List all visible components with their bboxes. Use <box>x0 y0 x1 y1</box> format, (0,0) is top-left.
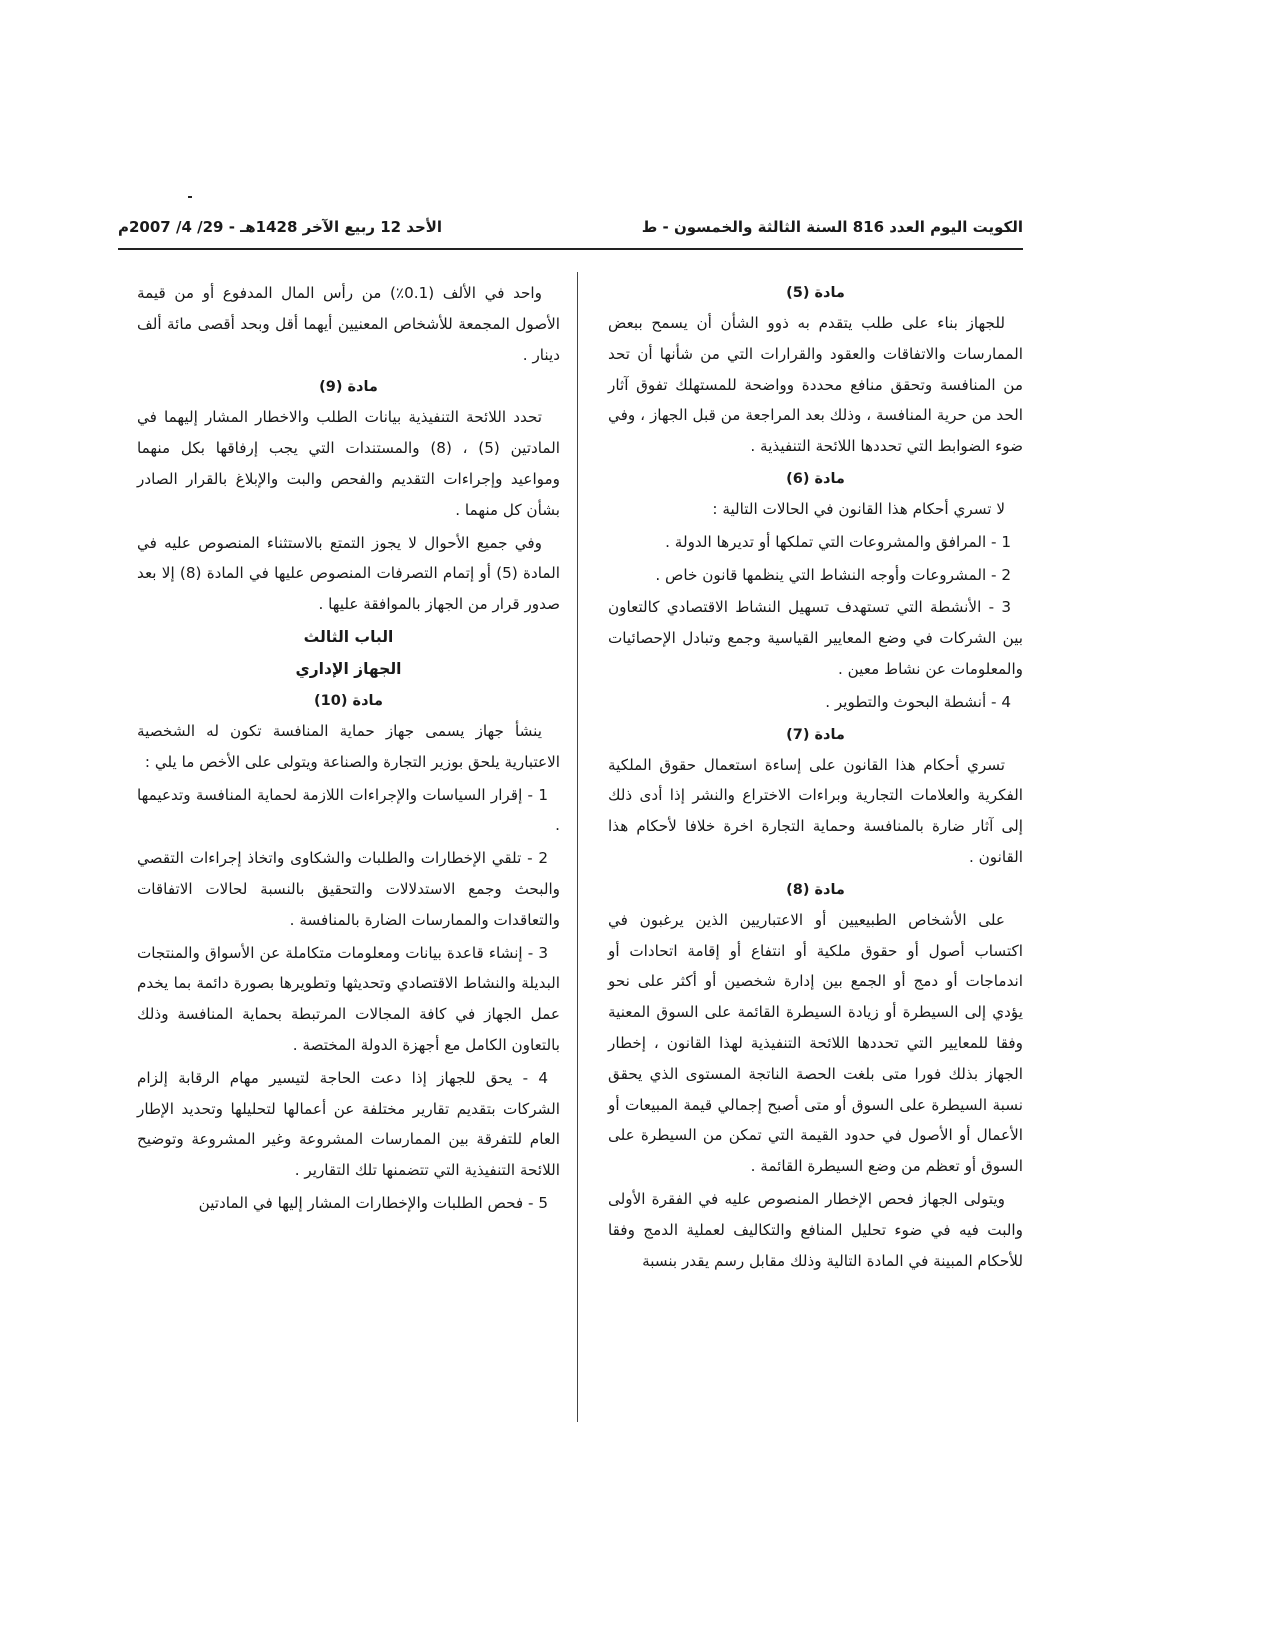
article-6-item-3: 3 - الأنشطة التي تستهدف تسهيل النشاط الاقتصادي كالتعاون بين الشركات في وضع المعايير القياسية وجمع وتبادل الإحصائيات والمعلومات عن نشاط معين . <box>608 598 1023 678</box>
article-9-paragraph-1: تحدد اللائحة التنفيذية بيانات الطلب والاخطار المشار إليهما في المادتين (5) ، (8) والمستندات التي يجب إرفاقها بكل منهما ومواعيد وإجراءات التقديم والفحص والبت والإبلاغ بالقرار الصادر بشأن كل منهما . <box>137 408 560 519</box>
article-9-heading: مادة (9) <box>319 379 378 396</box>
right-column <box>608 278 1023 1278</box>
article-6-intro: لا تسري أحكام هذا القانون في الحالات التالية : <box>712 499 1005 518</box>
chapter-subtitle: الجهاز الإداري <box>295 659 402 678</box>
article-6-item-2: 2 - المشروعات وأوجه النشاط التي ينظمها قانون خاص . <box>655 565 1011 584</box>
article-6-item-4: 4 - أنشطة البحوث والتطوير . <box>825 692 1011 711</box>
article-10-item-1: 1 - إقرار السياسات والإجراءات اللازمة لحماية المنافسة وتدعيمها . <box>137 785 560 835</box>
article-5-paragraph: للجهاز بناء على طلب يتقدم به ذوو الشأن أن يسمح ببعض الممارسات والاتفاقات والعقود والقرارات التي من شأنها أن تحد من المنافسة وتحقق منافع محددة وواضحة للمستهلك تفوق آثار الحد من حرية المنافسة ، وذلك بعد المراجعة من قبل الجهاز ، وفي ضوء الضوابط التي تحددها اللائحة التنفيذية . <box>608 314 1023 456</box>
header-issue-info: الكويت اليوم العدد 816 السنة الثالثة والخمسون - ط <box>641 218 1023 236</box>
article-10-item-2: 2 - تلقي الإخطارات والطلبات والشكاوى واتخاذ إجراءات التقصي والبحث وجمع الاستدلالات والتحقيق بالنسبة لحالات الاتفاقات والتعاقدات والممارسات الضارة بالمنافسة . <box>137 849 560 929</box>
continued-paragraph: واحد في الألف (0.1٪) من رأس المال المدفوع أو من قيمة الأصول المجمعة للأشخاص المعنيين أيهما أقل وبحد أقصى مائة ألف دينار . <box>137 284 560 364</box>
article-6-heading: مادة (6) <box>786 470 845 487</box>
article-8-heading: مادة (8) <box>786 881 845 898</box>
column-divider <box>577 272 578 1422</box>
page-header <box>118 218 1023 240</box>
article-7-paragraph: تسري أحكام هذا القانون على إساءة استعمال حقوق الملكية الفكرية والعلامات التجارية وبراءات الاختراع والنشر إذا أدى ذلك إلى آثار ضارة بالمنافسة وحماية التجارة اخرة خلافا لأحكام هذا القانون . <box>608 755 1023 866</box>
header-divider <box>118 248 1023 250</box>
article-10-intro: ينشأ جهاز يسمى جهاز حماية المنافسة تكون له الشخصية الاعتبارية يلحق بوزير التجارة والصناعة ويتولى على الأخص ما يلي : <box>137 721 560 771</box>
article-7-heading: مادة (7) <box>786 726 845 743</box>
article-5-heading: مادة (5) <box>786 285 845 301</box>
article-10-item-3: 3 - إنشاء قاعدة بيانات ومعلومات متكاملة عن الأسواق والمنتجات البديلة والنشاط الاقتصادي وتحديثها وتطويرها بصورة دائمة بما يخدم عمل الجهاز في كافة المجالات المرتبطة بحماية المنافسة وذلك بالتعاون الكامل مع أجهزة الدولة المختصة . <box>137 943 560 1054</box>
article-6-item-1: 1 - المرافق والمشروعات التي تملكها أو تديرها الدولة . <box>665 532 1011 551</box>
article-8-paragraph-1: على الأشخاص الطبيعيين أو الاعتباريين الذين يرغبون في اكتساب أصول أو حقوق ملكية أو انتفاع أو إقامة اتحادات أو اندماجات أو دمج أو الجمع بين إدارة شخصين أو أكثر على نحو يؤدي إلى السيطرة أو زيادة السيطرة القائمة على السوق المعنية وفقا للمعايير التي تحددها اللائحة التنفيذية لهذا القانون ، إخطار الجهاز بذلك فورا متى بلغت الحصة الناتجة المستوى الذي يحقق نسبة السيطرة على السوق أو متى أصبح إجمالي قيمة المبيعات أو الأعمال أو الأصول في حدود القيمة التي تمكن من السيطرة على السوق أو تعظم من وضع السيطرة القائمة . <box>608 910 1023 1176</box>
article-10-item-5: 5 - فحص الطلبات والإخطارات المشار إليها في المادتين <box>198 1193 548 1212</box>
article-10-heading: مادة (10) <box>314 692 383 709</box>
left-column <box>137 278 560 1221</box>
article-10-item-4: 4 - يحق للجهاز إذا دعت الحاجة لتيسير مهام الرقابة إلزام الشركات بتقديم تقارير مختلفة عن أعمالها لتحليلها وتحديد الإطار العام للتفرقة بين الممارسات المشروعة وغير المشروعة وتوضيح اللائحة التنفيذية التي تتضمنها تلك التقارير . <box>137 1068 560 1180</box>
scan-speck <box>188 196 192 198</box>
chapter-title: الباب الثالث <box>303 627 394 646</box>
header-date: الأحد 12 ربيع الآخر 1428هـ - 29/ 4/ 2007م <box>118 218 443 236</box>
article-9-paragraph-2: وفي جميع الأحوال لا يجوز التمتع بالاستثناء المنصوص عليه في المادة (5) أو إتمام التصرفات المنصوص عليها في المادة (8) إلا بعد صدور قرار من الجهاز بالموافقة عليها . <box>137 533 560 614</box>
article-8-paragraph-2: ويتولى الجهاز فحص الإخطار المنصوص عليه في الفقرة الأولى والبت فيه في ضوء تحليل المنافع والتكاليف لعملية الدمج وفقا للأحكام المبينة في المادة التالية وذلك مقابل رسم يقدر بنسبة <box>608 1189 1023 1270</box>
